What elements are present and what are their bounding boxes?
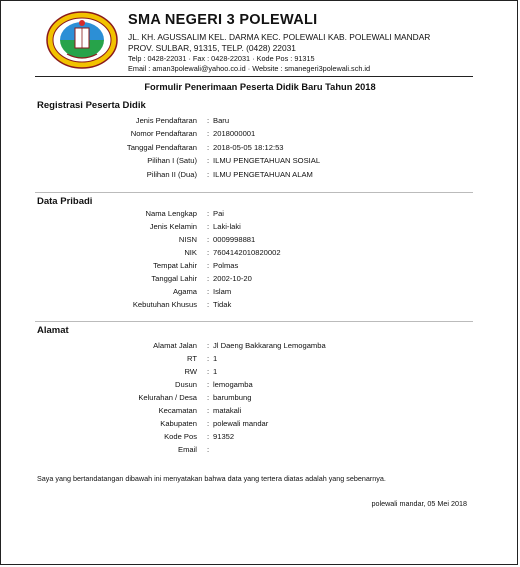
field-label: RW [184,367,197,376]
field-separator: : [207,116,210,125]
field-label: Jenis Kelamin [149,222,197,231]
field-row [1,405,519,417]
address-line-1: JL. KH. AGUSSALIM KEL. DARMA KEC. POLEWALI KAB. POLEWALI MANDAR [128,32,431,42]
section-title-registrasi: Registrasi Peserta Didik [37,100,146,111]
field-row [1,392,519,404]
field-separator: : [207,261,210,270]
field-value: Polmas [213,261,239,270]
field-row [1,340,519,352]
field-label: Nomor Pendaftaran [130,129,197,139]
school-logo-icon [45,10,119,70]
field-separator: : [207,300,210,309]
field-value: 7604142010820002 [213,248,281,257]
field-separator: : [207,156,210,166]
field-separator: : [207,380,210,389]
field-value: 0009998881 [213,235,256,244]
field-label: NIK [184,248,197,257]
field-label: Alamat Jalan [153,341,197,350]
field-value: 2002-10-20 [213,274,252,283]
field-separator: : [207,142,210,152]
field-row [1,444,519,456]
field-separator: : [207,287,210,296]
field-separator: : [207,222,210,231]
field-row [1,234,519,246]
field-separator: : [207,341,210,350]
field-value: Islam [213,287,232,296]
section-title-alamat: Alamat [37,325,69,336]
field-row [1,286,519,298]
field-row [1,115,519,127]
field-label: Pilihan II (Dua) [146,169,197,179]
field-row [1,273,519,285]
field-label: Kabupaten [160,419,197,428]
field-separator: : [207,432,210,441]
field-separator: : [207,209,210,218]
field-row [1,299,519,311]
field-row [1,142,519,154]
field-row [1,366,519,378]
field-separator: : [207,393,210,402]
field-value: Laki-laki [213,222,241,231]
field-label: Kebutuhan Khusus [132,300,197,309]
section-divider [35,321,473,322]
field-separator: : [207,274,210,283]
field-row [1,128,519,140]
field-row [1,169,519,181]
field-separator: : [207,129,210,139]
field-label: Agama [172,287,197,296]
field-separator: : [207,367,210,376]
field-value: barumbung [213,393,252,402]
field-row [1,208,519,220]
field-label: Email [178,445,197,454]
field-value: 1 [213,367,218,376]
field-value: Pai [213,209,224,218]
field-value: Tidak [213,300,232,309]
field-row [1,418,519,430]
field-value: Jl Daeng Bakkarang Lemogamba [213,341,326,350]
field-value: 91352 [213,432,235,441]
field-label: Kecamatan [158,406,197,415]
field-value: 1 [213,354,218,363]
field-row [1,221,519,233]
field-separator: : [207,445,210,454]
field-row [1,353,519,365]
field-label: Nama Lengkap [145,209,197,218]
field-value: lemogamba [213,380,253,389]
field-label: Kode Pos [164,432,197,441]
statement-text: Saya yang bertandatangan dibawah ini menyatakan bahwa data yang tertera diatas adalah yang sebenarnya. [37,474,386,483]
field-separator: : [207,169,210,179]
field-label: NISN [178,235,197,244]
field-separator: : [207,248,210,257]
field-label: Tanggal Pendaftaran [126,142,197,152]
field-row [1,431,519,443]
form-title: Formulir Penerimaan Peserta Didik Baru Tahun 2018 [144,82,376,92]
field-label: Pilihan I (Satu) [147,156,197,166]
section-divider [35,192,473,193]
field-value: 2018000001 [213,129,256,139]
field-separator: : [207,235,210,244]
email-line: Email : aman3polewali@yahoo.co.id · Website : smanegeri3polewali.sch.id [128,64,371,73]
field-value: matakali [213,406,242,415]
field-row [1,260,519,272]
address-line-2: PROV. SULBAR, 91315, TELP. (0428) 22031 [128,43,296,53]
contact-line: Telp : 0428-22031 · Fax : 0428-22031 · Kode Pos : 91315 [128,54,315,63]
field-label: Tempat Lahir [153,261,197,270]
field-label: Kelurahan / Desa [138,393,197,402]
field-value: ILMU PENGETAHUAN SOSIAL [213,156,321,166]
field-value: 2018-05-05 18:12:53 [213,142,284,152]
field-label: Jenis Pendaftaran [135,116,197,125]
field-label: Dusun [175,380,197,389]
sign-place-date: polewali mandar, 05 Mei 2018 [371,499,467,508]
field-row [1,379,519,391]
section-title-pribadi: Data Pribadi [37,196,93,207]
field-separator: : [207,419,210,428]
field-row [1,155,519,167]
field-row [1,247,519,259]
field-value: Baru [213,116,230,125]
field-label: Tanggal Lahir [151,274,197,283]
school-name: SMA NEGERI 3 POLEWALI [128,12,318,28]
header-divider [35,76,473,77]
field-separator: : [207,406,210,415]
field-separator: : [207,354,210,363]
field-value: polewali mandar [213,419,269,428]
field-value: ILMU PENGETAHUAN ALAM [213,169,313,179]
field-label: RT [187,354,197,363]
